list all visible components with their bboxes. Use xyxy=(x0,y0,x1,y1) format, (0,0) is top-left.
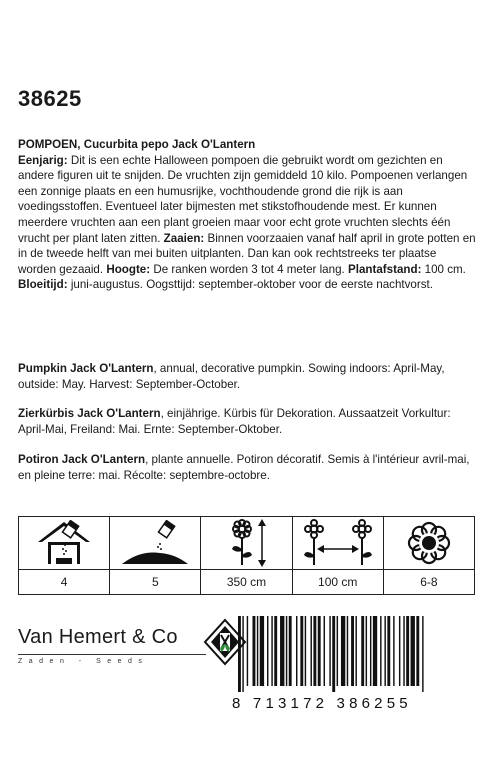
sowing-label: Zaaien: xyxy=(163,231,205,245)
barcode-bar xyxy=(313,616,316,686)
barcode-bar xyxy=(361,616,364,686)
barcode-number: 8 713172 386255 xyxy=(232,695,412,712)
indoor-sowing-value: 4 xyxy=(60,575,68,589)
english-text: , annual, decorative pumpkin. Sowing indoors: April-May, outside: May. Harvest: September-October. xyxy=(18,362,445,391)
barcode-bar xyxy=(370,616,371,686)
spacing-label: Plantafstand: xyxy=(348,262,422,276)
barcode-bar xyxy=(422,616,423,692)
german-description xyxy=(18,406,476,437)
barcode-bar xyxy=(403,616,404,686)
barcode-bar xyxy=(300,616,303,686)
bloom-time-value: 6-8 xyxy=(420,575,438,589)
product-code: 38625 xyxy=(18,86,82,111)
barcode-bar xyxy=(271,616,272,686)
bloom-time-icon xyxy=(384,517,474,570)
barcode-bar xyxy=(332,616,335,692)
height-text: De ranken worden 3 tot 4 meter lang. xyxy=(150,262,345,276)
french-text: , plante annuelle. Potiron décoratif. Semis à l'intérieur avril-mai, en pleine terre: mai. Récolte: septembre-octobre. xyxy=(18,453,470,482)
plant-height-icon xyxy=(201,517,291,570)
annual-label: Eenjarig: xyxy=(18,153,68,167)
barcode-bar xyxy=(329,616,330,686)
english-description xyxy=(18,361,476,392)
sowing-text: Binnen voorzaaien vanaf half april in grote potten en in de tweede helft van mei buiten uitplanten. Dan kan ook rechtstreeks ter plaatse worden gezaaid. xyxy=(18,231,476,276)
plant-spacing-value: 100 cm xyxy=(318,575,358,589)
barcode-bar xyxy=(267,616,268,686)
spacing-text: 100 cm. xyxy=(421,262,466,276)
barcode-bar xyxy=(373,616,377,686)
plant-height-cell xyxy=(201,517,292,594)
barcode-bar xyxy=(238,616,241,692)
barcode-bar xyxy=(305,616,306,686)
plant-spacing-icon xyxy=(293,517,383,570)
barcode-bar xyxy=(289,616,292,686)
barcode-bar xyxy=(411,616,415,686)
barcode-bar xyxy=(416,616,419,686)
barcode-bar xyxy=(387,616,390,686)
barcode-bar xyxy=(253,616,256,686)
barcode-bar xyxy=(355,616,356,686)
barcode-bar xyxy=(260,616,264,686)
brand-name: Van Hemert & Co xyxy=(18,626,178,648)
barcode-bar xyxy=(366,616,367,686)
barcode-bar xyxy=(296,616,297,686)
barcode-bar xyxy=(242,616,243,692)
outdoor-sowing-cell xyxy=(110,517,201,594)
dutch-description xyxy=(18,137,476,293)
dutch-description-text: Dit is een echte Halloween pompoen die gebruikt wordt om gezichten en andere figuren uit te snijden. De vruchten zijn gemiddeld 10 kilo. Pompoenen verlangen een zonnige plaats en een humusrijke, vochthoudende grond die rijk is aan voedingsstoffen. Eventueel later bijmesten met stikstofhoudende mest. Er kunnen meerdere vruchten aan een plant groeien maar voor echt grote vruchten slechts één vrucht per plant laten zitten. xyxy=(18,153,468,245)
brand-divider xyxy=(18,654,206,655)
barcode-bar xyxy=(318,616,321,686)
barcode-bar xyxy=(286,616,287,686)
outdoor-sowing-icon xyxy=(110,517,200,570)
barcode-icon xyxy=(232,616,478,694)
plant-spacing-cell xyxy=(293,517,384,594)
barcode-bar xyxy=(384,616,385,686)
barcode-bar xyxy=(274,616,277,686)
indoor-sowing-cell xyxy=(19,517,110,594)
barcode-bar xyxy=(280,616,284,686)
barcode-bar xyxy=(380,616,381,686)
barcode-bar xyxy=(341,616,345,686)
dutch-title: POMPOEN, Cucurbita pepo Jack O'Lantern xyxy=(18,138,256,151)
barcode-bar xyxy=(351,616,354,686)
german-text: , einjährige. Kürbis für Dekoration. Aussaatzeit Vorkultur: April-Mai, Freiland: Mai. Ernte: September-Oktober. xyxy=(18,407,451,436)
barcode-bar xyxy=(324,616,325,686)
height-label: Hoogte: xyxy=(106,262,151,276)
english-name: Pumpkin Jack O'Lantern xyxy=(18,362,154,375)
brand-tagline: Zaden - Seeds xyxy=(18,658,149,665)
barcode-bar xyxy=(406,616,409,686)
barcode-bar xyxy=(311,616,312,686)
barcode-bar xyxy=(347,616,348,686)
growing-info-icons xyxy=(18,516,475,595)
bloom-text: juni-augustus. Oogsttijd: september-oktober voor de eerste nachtvorst. xyxy=(67,278,433,292)
barcode-bar xyxy=(247,616,248,686)
outdoor-sowing-value: 5 xyxy=(151,575,159,589)
indoor-sowing-icon xyxy=(19,517,109,570)
french-description xyxy=(18,452,476,483)
barcode-bar xyxy=(337,616,338,686)
plant-height-value: 350 cm xyxy=(226,575,267,589)
french-name: Potiron Jack O'Lantern xyxy=(18,453,146,466)
barcode-bar xyxy=(399,616,400,686)
bloom-time-cell xyxy=(384,517,474,594)
barcode-bar xyxy=(393,616,394,686)
bloom-label: Bloeitijd: xyxy=(18,278,68,292)
german-name: Zierkürbis Jack O'Lantern xyxy=(18,407,161,420)
barcode-bar xyxy=(257,616,258,686)
